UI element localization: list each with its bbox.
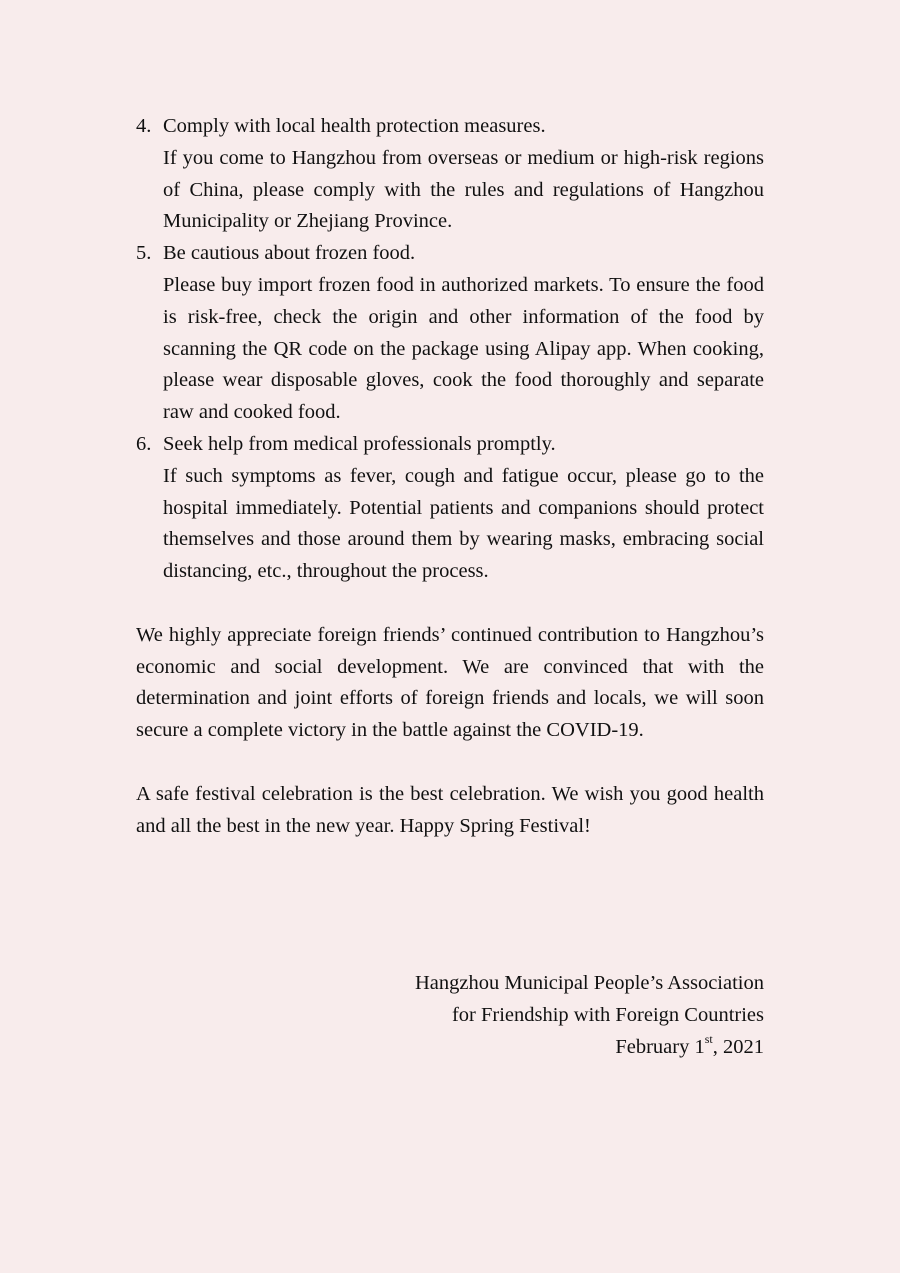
item-title: Comply with local health protection measures. bbox=[163, 115, 546, 137]
list-item bbox=[136, 429, 764, 588]
greeting-paragraph: A safe festival celebration is the best celebration. We wish you good health and all the best in the new year. Happy Spring Festival! bbox=[136, 782, 764, 837]
appreciation-paragraph: We highly appreciate foreign friends’ continued contribution to Hangzhou’s economic and social development. We are convinced that with the determination and joint efforts of foreign friends and locals, we will soon secure a complete victory in the battle against the COVID-19. bbox=[136, 623, 764, 742]
signature-block bbox=[415, 968, 764, 1063]
signature-organization-line-1: Hangzhou Municipal People’s Association bbox=[414, 972, 764, 994]
item-number: 4. bbox=[136, 115, 152, 137]
list-item bbox=[136, 238, 764, 429]
item-body: If you come to Hangzhou from overseas or medium or high-risk regions of China, please comply with the rules and regulations of Hangzhou Municipality or Zhejiang Province. bbox=[163, 146, 764, 233]
item-body: If such symptoms as fever, cough and fatigue occur, please go to the hospital immediately. Potential patients and companions should protect themselves and those around them by wearing masks, embracing social distancing, etc., throughout the process. bbox=[163, 464, 764, 583]
item-number: 5. bbox=[136, 242, 152, 265]
signature-organization-line-2: for Friendship with Foreign Countries bbox=[451, 1003, 764, 1026]
letter-content bbox=[136, 111, 764, 842]
list-item bbox=[136, 111, 764, 238]
item-number: 6. bbox=[136, 432, 152, 455]
date-ordinal-suffix: st bbox=[704, 1031, 713, 1046]
item-title: Be cautious about frozen food. bbox=[163, 242, 416, 265]
date-year: , 2021 bbox=[712, 1035, 764, 1058]
signature-date bbox=[415, 1032, 764, 1064]
item-title: Seek help from medical professionals promptly. bbox=[163, 432, 556, 455]
measures-list bbox=[136, 111, 764, 588]
item-body: Please buy import frozen food in authorized markets. To ensure the food is risk-free, check the origin and other information of the food by scanning the QR code on the package using Alipay app. When cooking, please wear disposable gloves, cook the food thoroughly and separate raw and cooked food. bbox=[163, 273, 764, 424]
date-month-day: February 1 bbox=[615, 1035, 705, 1058]
